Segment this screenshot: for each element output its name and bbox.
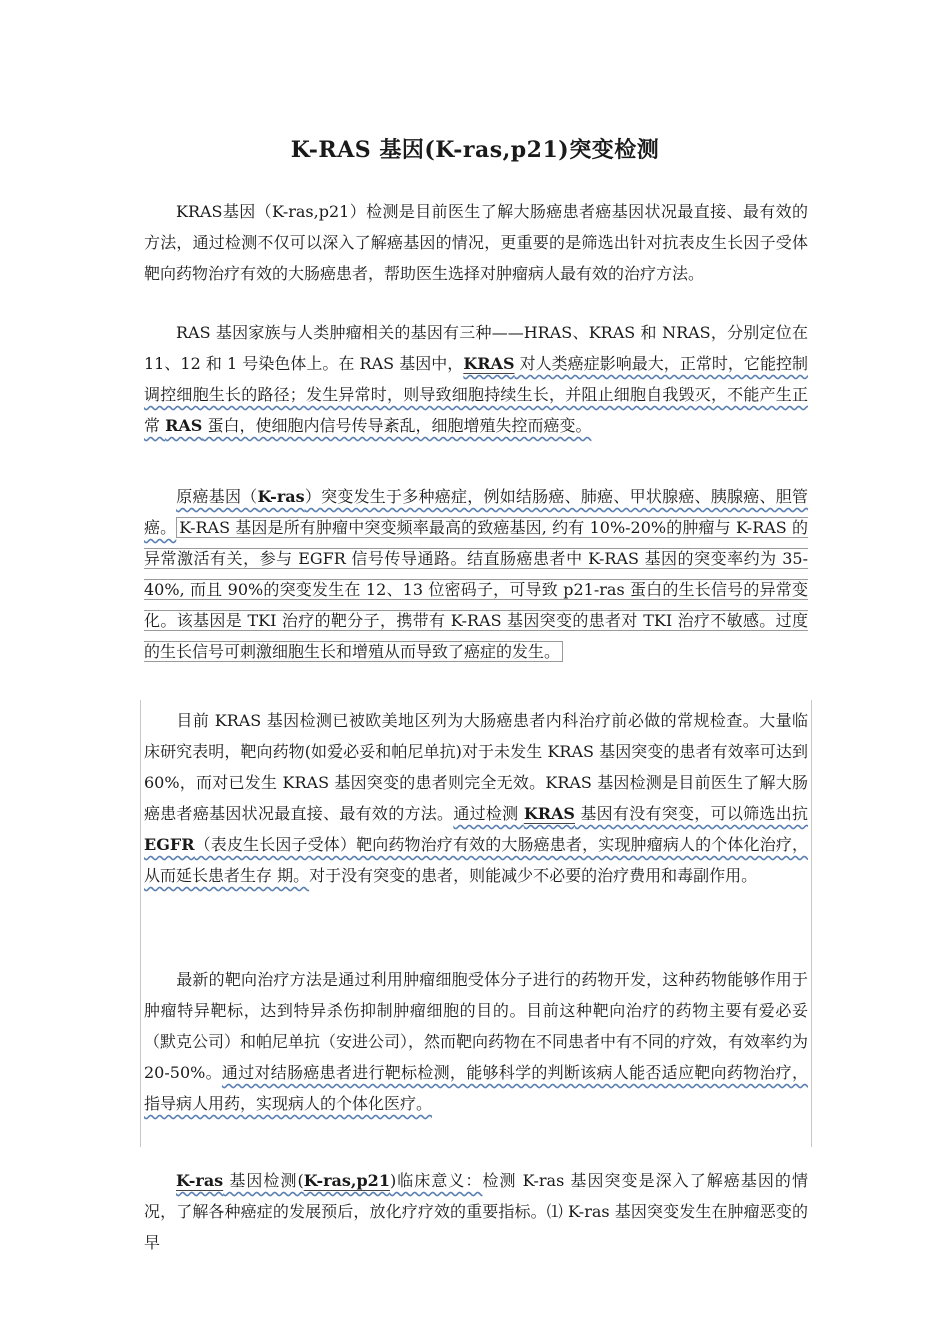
clinical-significance-text: 检测 K-ras 基因突变是深入了解癌基因的情况，了解各种癌症的发展预后，放化疗疗效的重要指标。⑴ K-ras 基因突变发生在肿瘤恶变的早 [144,1171,808,1252]
egfr-term: EGFR [144,835,195,854]
ras-term: RAS [165,416,203,435]
paragraph-kras-testing: 目前 KRAS 基因检测已被欧美地区列为大肠癌患者内科治疗前必做的常规检查。大量临床研究表明，靶向药物(如爱必妥和帕尼单抗)对于未发生 KRAS 基因突变的患者有效率可达到 60%，而对已发生 KRAS 基因突变的患者则完全无效。KRAS 基因检测是目前医生了解大肠癌患者癌基因状况最直接、最有效的方法。通过检测 KRAS 基因有没有突变，可以筛选出抗 EGFR（表皮生长因子受体）靶向药物治疗有效的大肠癌患者，实现肿瘤病人的个体化治疗，从而延长患者生存 期。对于没有突变的患者，则能减少不必要的治疗费用和毒副作用。 [144,711,808,885]
kras-term: KRAS [523,804,575,823]
oncogene-highlight: 原癌基因（K-ras）突变发生于多种癌症，例如结肠癌、肺癌、甲状腺癌、胰腺癌、胆管癌。 [144,487,808,537]
targeted-therapy-text: 最新的靶向治疗方法是通过利用肿瘤细胞受体分子进行的药物开发，这种药物能够作用于肿瘤特异靶标，达到特异杀伤抑制肿瘤细胞的目的。目前这种靶向治疗的药物主要有爱必妥（默克公司）和帕尼单抗（安进公司），然而靶向药物在不同患者中有不同的疗效，有效率约为 20-50%。 [144,970,809,1082]
kras-term: KRAS [463,354,515,373]
paragraph-intro-text: KRAS基因（K-ras,p21）检测是目前医生了解大肠癌患者癌基因状况最直接、最有效的方法，通过检测不仅可以深入了解癌基因的情况，更重要的是筛选出针对抗表皮生长因子受体靶向药物治疗有效的大肠癌患者，帮助医生选择对肿瘤病人最有效的治疗方法。 [144,202,808,283]
kras-term: K-ras [257,487,305,506]
mutation-frequency-text: K-RAS 基因是所有肿瘤中突变频率最高的致癌基因, 约有 10%-20%的肿瘤与 K-RAS 的异常激活有关，参与 EGFR 信号传导通路。结直肠癌患者中 K-RAS 基因的突变率约为 35-40%, 而且 90%的突变发生在 12、13 位密码子，可导致 p21-ras 蛋白的生长信号的异常变化。该基因是 TKI 治疗的靶分子，携带有 K-RAS 基因突变的患者对 TKI 治疗不敏感。过度的生长信号可刺激细胞生长和增殖从而导致了癌症的发生。 [144,518,808,661]
egfr-screening-highlight: 通过检测 KRAS 基因有没有突变，可以筛选出抗 EGFR（表皮生长因子受体）靶向药物治疗有效的大肠癌患者，实现肿瘤病人的个体化治疗，从而延长患者生存 期。 [144,804,808,885]
document-title: K-RAS 基因(K-ras,p21)突变检测 [290,137,660,163]
ras-family-text: RAS 基因家族与人类肿瘤相关的基因有三种——HRAS、KRAS 和 NRAS，分别定位在 11、12 和 1 号染色体上。在 RAS 基因中， [144,323,808,373]
target-detection-highlight: 通过对结肠癌患者进行靶标检测，能够科学的判断该病人能否适应靶向药物治疗，指导病人用药，实现病人的个体化医疗。 [144,1063,808,1113]
paragraph-oncogene [144,481,808,667]
paragraph-intro [144,196,808,289]
paragraph-ras-family [144,317,808,441]
paragraph-clinical-significance [144,1165,808,1258]
kras-impact-highlight: KRAS 对人类癌症影响最大，正常时，它能控制调控细胞生长的路径；发生异常时，则导致细胞持续生长，并阻止细胞自我毁灭，不能产生正常 RAS 蛋白，使细胞内信号传导紊乱，细胞增殖失控而癌变。 [144,354,808,435]
clinical-significance-heading: K-ras 基因检测(K-ras,p21)临床意义： [176,1171,483,1190]
kras-testing-text: 目前 KRAS 基因检测已被欧美地区列为大肠癌患者内科治疗前必做的常规检查。大量临床研究表明，靶向药物(如爱必妥和帕尼单抗)对于未发生 KRAS 基因突变的患者有效率可达到 60%，而对已发生 KRAS 基因突变的患者则完全无效。KRAS 基因检测是目前医生了解大肠癌患者癌基因状况最直接、最有效的方法。 [144,711,808,823]
paragraph-targeted-therapy [144,964,808,1119]
